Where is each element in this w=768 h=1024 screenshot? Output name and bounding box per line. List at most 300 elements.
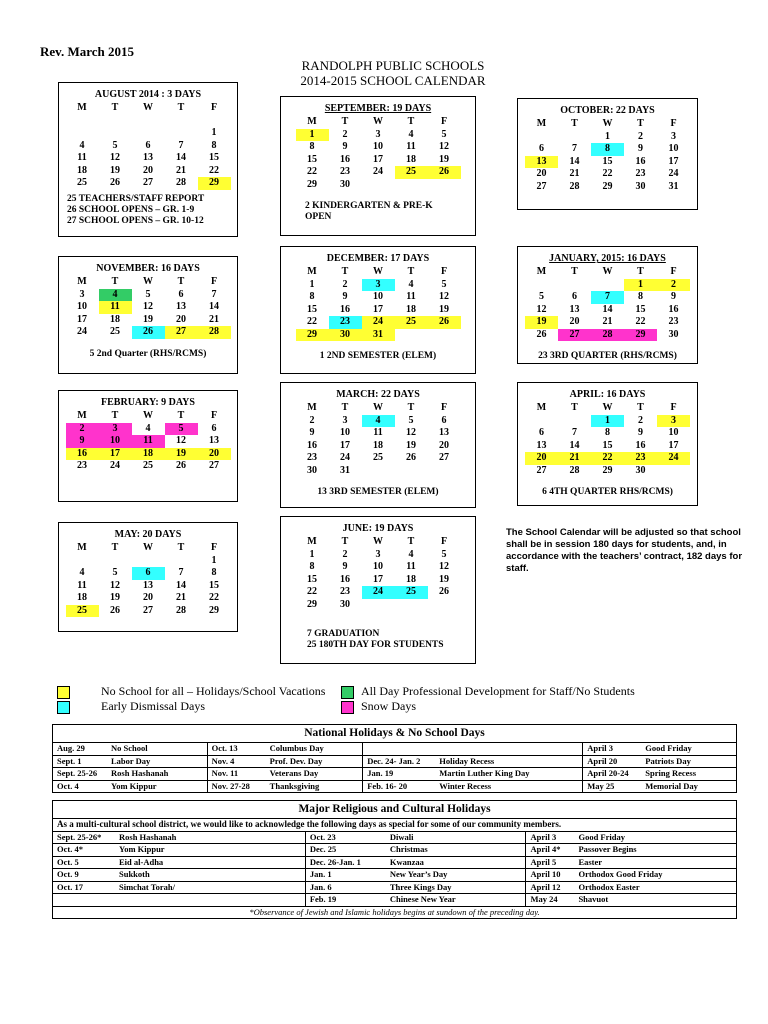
weekday-label: M [307, 266, 317, 278]
day-cell: 24 [668, 168, 679, 180]
day-cell: 28 [176, 177, 186, 189]
day-cell: 15 [602, 439, 613, 451]
day-cell [525, 131, 558, 144]
holiday-cell [53, 881, 306, 894]
day-cell: 18 [406, 573, 416, 585]
day-cell: 10 [99, 435, 132, 448]
day-cell: 16 [668, 303, 679, 315]
holiday-cell [583, 780, 737, 793]
day-cell: 14 [176, 152, 186, 164]
day-cell: 30 [340, 178, 350, 190]
day-cell: 3 [79, 288, 85, 300]
day-cell: 5 [145, 288, 151, 300]
holiday-date: Nov. 4 [211, 755, 235, 766]
day-cell [591, 279, 624, 292]
day-cell [198, 115, 231, 128]
holiday-name: Thanksgiving [269, 780, 320, 791]
holiday-name: Kwanzaa [389, 856, 424, 867]
day-cell: 13 [176, 301, 186, 313]
day-cell: 12 [143, 301, 153, 313]
day-cell: 9 [309, 427, 315, 439]
holiday-cell [53, 856, 306, 869]
month-apr [517, 382, 698, 506]
day-cell: 6 [441, 414, 447, 426]
day-cell: 24 [362, 316, 395, 329]
national-title: National Holidays & No School Days [53, 725, 737, 743]
day-cell: 9 [342, 291, 348, 303]
month-title: AUGUST 2014 : 3 DAYS [94, 89, 202, 100]
day-cell: 15 [307, 303, 317, 315]
month-note: 25 180TH DAY FOR STUDENTS [307, 640, 444, 650]
day-cell: 10 [373, 291, 383, 303]
day-cell: 1 [309, 548, 315, 560]
day-cell: 7 [211, 288, 217, 300]
day-cell [395, 599, 428, 612]
day-cell: 20 [143, 164, 153, 176]
month-title: APRIL: 16 DAYS [569, 389, 646, 400]
day-cell: 24 [373, 166, 383, 178]
day-cell: 8 [309, 291, 315, 303]
day-cell: 7 [572, 143, 577, 155]
day-cell: 17 [373, 303, 383, 315]
holiday-cell [305, 844, 526, 857]
holiday-name: Good Friday [645, 743, 692, 754]
weekday-label: F [440, 266, 448, 278]
day-cell: 8 [211, 139, 217, 151]
day-cell: 18 [406, 303, 416, 315]
holiday-date: Sept. 1 [57, 755, 82, 766]
holiday-cell [363, 755, 583, 768]
weekday-label: M [307, 116, 317, 128]
calendar-title: 2014-2015 SCHOOL CALENDAR [300, 73, 486, 88]
month-grid [525, 118, 690, 193]
day-cell: 7 [591, 291, 624, 304]
weekday-label: F [440, 536, 448, 548]
month-aug [58, 82, 238, 237]
day-cell: 21 [176, 164, 186, 176]
day-cell: 12 [536, 303, 547, 315]
holiday-date: April 20 [587, 755, 618, 766]
month-title: JANUARY, 2015: 16 DAYS [549, 253, 666, 264]
day-cell: 23 [77, 460, 87, 472]
day-cell: 12 [176, 435, 186, 447]
day-cell: 21 [602, 316, 613, 328]
holiday-cell [583, 755, 737, 768]
month-grid [296, 116, 461, 191]
day-cell: 6 [211, 422, 217, 434]
weekday-label: M [77, 542, 87, 554]
day-cell: 2 [66, 423, 99, 436]
weekday-label: F [440, 116, 448, 128]
day-cell: 17 [373, 573, 383, 585]
month-notes [281, 351, 475, 362]
day-cell: 9 [342, 561, 348, 573]
day-cell: 26 [132, 326, 165, 339]
holiday-name: No School [111, 743, 148, 754]
month-title: OCTOBER: 22 DAYS [560, 105, 655, 116]
holiday-date: Jan. 1 [309, 869, 332, 880]
day-cell: 19 [525, 316, 558, 329]
day-cell: 19 [406, 439, 416, 451]
day-cell: 5 [441, 128, 447, 140]
weekday-label: W [373, 266, 383, 278]
holiday-name: Good Friday [578, 831, 625, 842]
month-title: NOVEMBER: 16 DAYS [96, 263, 200, 274]
policy-note: The School Calendar will be adjusted so that school shall be in session 180 days for students, and, in accordance with the teachers’ contract, 182 days for staff. [506, 527, 743, 574]
day-cell: 24 [340, 452, 350, 464]
day-cell: 19 [165, 448, 198, 461]
day-cell: 27 [143, 604, 153, 616]
day-cell: 16 [340, 573, 350, 585]
month-note: 5 2nd Quarter (RHS/RCMS) [89, 348, 207, 359]
day-cell: 15 [307, 573, 317, 585]
day-cell: 5 [539, 291, 544, 303]
weekday-label: M [536, 402, 547, 414]
day-cell: 9 [342, 141, 348, 153]
holiday-date: Sept. 25-26 [57, 768, 98, 779]
month-notes [518, 487, 697, 498]
day-cell: 26 [428, 316, 461, 329]
holiday-name: Patriots Day [645, 755, 691, 766]
day-cell: 24 [77, 326, 87, 338]
holiday-name: Prof. Dev. Day [269, 755, 323, 766]
holiday-cell [53, 780, 208, 793]
day-cell: 16 [340, 303, 350, 315]
day-cell: 31 [668, 180, 679, 192]
weekday-label: T [341, 402, 349, 414]
holiday-name: Winter Recess [439, 780, 492, 791]
day-cell: 13 [209, 435, 219, 447]
day-cell [165, 115, 198, 128]
day-cell: 2 [638, 130, 643, 142]
month-jan [517, 246, 698, 364]
day-cell: 14 [569, 155, 580, 167]
holiday-cell [363, 743, 583, 756]
day-cell: 17 [668, 439, 679, 451]
day-cell: 28 [176, 604, 186, 616]
day-cell: 30 [329, 329, 362, 342]
day-cell: 24 [657, 452, 690, 465]
holiday-name: Shavuot [578, 894, 609, 905]
day-cell: 11 [373, 427, 383, 439]
day-cell: 28 [591, 329, 624, 342]
holiday-cell [526, 881, 737, 894]
day-cell: 3 [375, 128, 381, 140]
day-cell: 4 [408, 548, 414, 560]
day-cell: 9 [638, 143, 643, 155]
national-holidays-table [52, 724, 737, 793]
holiday-name: Orthodox Good Friday [578, 869, 663, 880]
holiday-cell [53, 755, 208, 768]
day-cell: 12 [439, 561, 449, 573]
day-cell: 6 [132, 567, 165, 580]
day-cell: 29 [307, 598, 317, 610]
holiday-name: Diwali [389, 831, 414, 842]
weekday-label: T [111, 276, 119, 288]
holiday-name: Veterans Day [269, 768, 319, 779]
weekday-label: M [307, 536, 317, 548]
month-sep [280, 96, 476, 236]
holiday-cell [526, 844, 737, 857]
weekday-label: T [111, 102, 119, 114]
day-cell: 15 [635, 303, 646, 315]
legend-snow: Snow Days [341, 699, 416, 714]
day-cell [132, 555, 165, 568]
weekday-label: F [670, 402, 677, 414]
day-cell: 15 [209, 579, 219, 591]
weekday-label: W [373, 536, 383, 548]
table-row [53, 780, 737, 793]
day-cell [66, 127, 99, 140]
day-cell: 1 [309, 278, 315, 290]
weekday-label: W [143, 410, 153, 422]
weekday-label: T [111, 410, 119, 422]
day-cell: 15 [602, 155, 613, 167]
day-cell: 2 [342, 128, 348, 140]
day-cell: 5 [165, 423, 198, 436]
day-cell: 21 [209, 313, 219, 325]
day-cell: 19 [110, 164, 120, 176]
day-cell: 26 [439, 586, 449, 598]
holiday-date: April 4* [530, 844, 561, 855]
day-cell: 25 [110, 326, 120, 338]
day-cell: 16 [635, 155, 646, 167]
holiday-date: Feb. 16- 20 [367, 780, 408, 791]
day-cell: 25 [143, 460, 153, 472]
day-cell: 29 [307, 178, 317, 190]
day-cell: 29 [296, 329, 329, 342]
day-cell: 20 [536, 168, 547, 180]
holiday-cell [53, 768, 208, 781]
day-cell: 25 [66, 605, 99, 618]
holiday-date: May 25 [587, 780, 615, 791]
day-cell [362, 599, 395, 612]
day-cell [657, 465, 690, 478]
weekday-label: F [210, 102, 218, 114]
weekday-label: T [407, 266, 415, 278]
day-cell: 16 [66, 448, 99, 461]
holiday-name: Sukkoth [119, 869, 150, 880]
holiday-date: Dec. 24- Jan. 2 [367, 755, 421, 766]
day-cell: 13 [525, 156, 558, 169]
weekday-label: T [177, 102, 185, 114]
day-cell: 28 [569, 464, 580, 476]
day-cell: 1 [624, 279, 657, 292]
month-title: MARCH: 22 DAYS [336, 389, 420, 400]
month-notes [518, 351, 697, 362]
day-cell: 3 [375, 548, 381, 560]
day-cell: 4 [408, 278, 414, 290]
weekday-label: M [536, 266, 547, 278]
day-cell [165, 555, 198, 568]
day-cell: 23 [340, 166, 350, 178]
weekday-label: T [571, 118, 578, 130]
table-row [53, 881, 737, 894]
weekday-label: T [177, 410, 185, 422]
day-cell: 18 [132, 448, 165, 461]
weekday-label: T [111, 542, 119, 554]
holiday-name: Chinese New Year [389, 894, 456, 905]
day-cell: 3 [362, 279, 395, 292]
day-cell: 3 [342, 414, 348, 426]
day-cell: 26 [428, 166, 461, 179]
holiday-date: Oct. 13 [211, 743, 238, 754]
day-cell: 4 [99, 289, 132, 302]
day-cell [428, 599, 461, 612]
day-cell: 1 [605, 130, 610, 142]
legend [57, 684, 717, 716]
day-cell: 18 [110, 313, 120, 325]
day-cell: 3 [657, 415, 690, 428]
weekday-label: F [210, 542, 218, 554]
day-cell: 25 [395, 316, 428, 329]
holiday-name: Easter [578, 856, 603, 867]
day-cell: 11 [406, 141, 416, 153]
month-note: 25 TEACHERS/STAFF REPORT [67, 193, 205, 204]
month-note: 7 GRADUATION [307, 629, 380, 639]
day-cell [395, 329, 428, 342]
table-row [53, 894, 737, 907]
day-cell: 12 [110, 579, 120, 591]
day-cell: 5 [441, 278, 447, 290]
day-cell: 11 [77, 152, 87, 164]
day-cell: 5 [112, 567, 118, 579]
weekday-label: T [407, 116, 415, 128]
table-row [53, 831, 737, 844]
day-cell: 13 [143, 152, 153, 164]
month-grid [66, 102, 231, 190]
day-cell [99, 115, 132, 128]
day-cell: 28 [198, 326, 231, 339]
cyan-swatch [57, 701, 70, 714]
religious-subtitle: As a multi-cultural school district, we would like to acknowledge the following days as special for some of our community members. [53, 819, 737, 832]
day-cell: 2 [638, 414, 643, 426]
holiday-cell [207, 768, 363, 781]
holiday-name: Martin Luther King Day [439, 768, 530, 779]
day-cell: 3 [99, 423, 132, 436]
holiday-date: Oct. 4* [57, 844, 83, 855]
day-cell: 8 [211, 567, 217, 579]
holiday-date: Oct. 4 [57, 780, 79, 791]
holiday-name: Rosh Hashanah [111, 768, 169, 779]
day-cell: 10 [373, 141, 383, 153]
district-name: RANDOLPH PUBLIC SCHOOLS [301, 58, 485, 73]
holiday-name: Memorial Day [645, 780, 698, 791]
day-cell [558, 279, 591, 292]
weekday-label: F [210, 410, 218, 422]
day-cell: 18 [373, 439, 383, 451]
holiday-date: Oct. 9 [57, 869, 79, 880]
holiday-date: April 10 [530, 869, 561, 880]
weekday-label: T [637, 266, 644, 278]
day-cell: 11 [77, 579, 87, 591]
day-cell: 25 [373, 452, 383, 464]
month-oct [517, 98, 698, 210]
holiday-name: Christmas [389, 844, 428, 855]
holiday-date: May 24 [530, 894, 558, 905]
day-cell: 10 [668, 143, 679, 155]
day-cell: 20 [176, 313, 186, 325]
month-title: SEPTEMBER: 19 DAYS [324, 103, 432, 114]
day-cell: 20 [569, 316, 580, 328]
day-cell: 30 [340, 598, 350, 610]
day-cell: 12 [439, 141, 449, 153]
day-cell: 17 [668, 155, 679, 167]
day-cell [395, 179, 428, 192]
table-row [53, 856, 737, 869]
weekday-label: W [373, 402, 383, 414]
weekday-label: W [143, 542, 153, 554]
day-cell [362, 465, 395, 478]
day-cell: 22 [635, 316, 646, 328]
holiday-date: April 12 [530, 881, 561, 892]
day-cell: 19 [439, 303, 449, 315]
holiday-date: April 20-24 [587, 768, 629, 779]
day-cell: 10 [668, 427, 679, 439]
day-cell: 14 [602, 303, 613, 315]
holiday-cell [53, 894, 306, 907]
day-cell: 23 [307, 452, 317, 464]
weekday-label: F [670, 118, 677, 130]
day-cell: 8 [309, 561, 315, 573]
holiday-cell [526, 856, 737, 869]
day-cell: 30 [668, 328, 679, 340]
weekday-label: T [571, 266, 578, 278]
day-cell: 19 [439, 573, 449, 585]
day-cell: 29 [602, 180, 613, 192]
day-cell: 13 [143, 579, 153, 591]
day-cell: 12 [439, 291, 449, 303]
weekday-label: T [341, 536, 349, 548]
day-cell: 22 [307, 316, 317, 328]
holiday-cell [305, 894, 526, 907]
day-cell: 26 [536, 328, 547, 340]
holiday-date: Feb. 19 [309, 894, 337, 905]
day-cell: 8 [605, 427, 610, 439]
day-cell [132, 127, 165, 140]
day-cell: 4 [79, 567, 85, 579]
day-cell: 15 [307, 153, 317, 165]
day-cell: 26 [110, 177, 120, 189]
day-cell: 19 [110, 592, 120, 604]
day-cell: 19 [439, 153, 449, 165]
day-cell [99, 555, 132, 568]
day-cell: 9 [671, 291, 676, 303]
day-cell: 7 [572, 427, 577, 439]
month-grid [66, 542, 231, 617]
weekday-label: W [143, 102, 153, 114]
day-cell: 14 [209, 301, 219, 313]
day-cell: 27 [209, 460, 219, 472]
holiday-cell [207, 780, 363, 793]
weekday-label: T [341, 116, 349, 128]
legend-pd: All Day Professional Development for Staff/No Students [341, 684, 635, 699]
day-cell: 30 [635, 464, 646, 476]
month-grid [66, 410, 231, 473]
weekday-label: M [77, 410, 87, 422]
holiday-date: Dec. 26-Jan. 1 [309, 856, 361, 867]
weekday-label: M [536, 118, 547, 130]
month-grid [296, 266, 461, 341]
month-note: 2 KINDERGARTEN & PRE-K [305, 201, 433, 211]
day-cell: 5 [408, 414, 414, 426]
table-row [53, 844, 737, 857]
holiday-date: April 5 [530, 856, 557, 867]
holiday-date: Oct. 23 [309, 831, 336, 842]
month-notes [281, 487, 475, 498]
day-cell: 31 [362, 329, 395, 342]
weekday-label: T [571, 402, 578, 414]
